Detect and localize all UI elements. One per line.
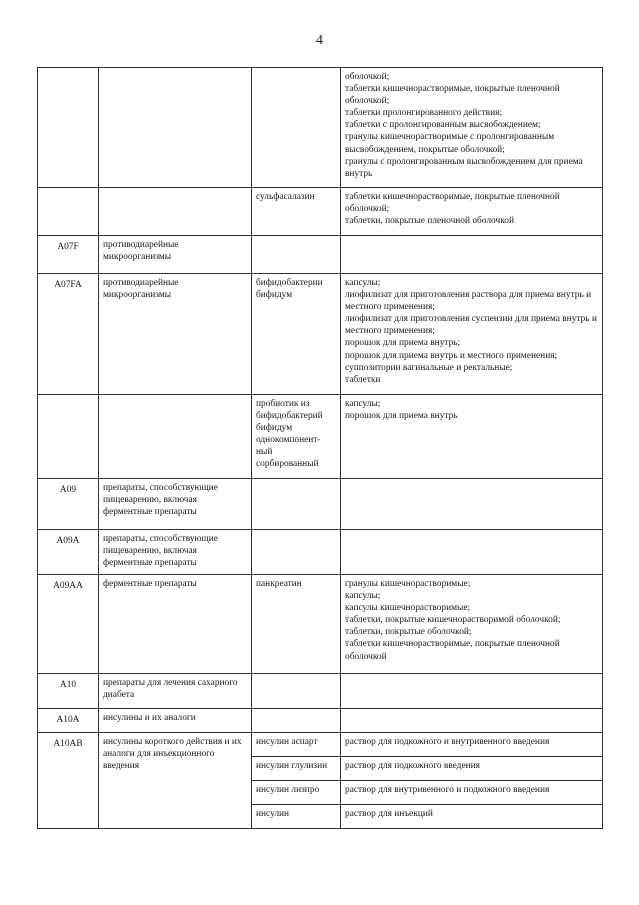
- drug-name: инсулин аспарт: [252, 733, 341, 757]
- page-number: 4: [316, 33, 323, 48]
- atc-code: A09A: [38, 530, 99, 575]
- atc-code: A07FA: [38, 274, 99, 395]
- dosage-forms: таблетки кишечнорастворимые, покрытые пленочной оболочкой; таблетки, покрытые пленочной оболочкой: [341, 188, 603, 236]
- dosage-forms: [341, 236, 603, 274]
- dosage-forms: капсулы; лиофилизат для приготовления раствора для приема внутрь и местного применения; лиофилизат для приготовления суспензии для приема внутрь и местного применения; порошок для приема внутрь; порошок для приема внутрь и местного применения; суппозитории вагинальные и ректальные; таблетки: [341, 274, 603, 395]
- drug-name: [252, 236, 341, 274]
- drug-name: [252, 479, 341, 530]
- drug-name: инсулин глулизин: [252, 757, 341, 781]
- drug-name: [252, 709, 341, 733]
- dosage-forms: капсулы; порошок для приема внутрь: [341, 395, 603, 479]
- group-name: препараты, способствующие пищеварению, включая ферментные препараты: [99, 479, 252, 530]
- atc-code: [38, 395, 99, 479]
- table-row: [38, 68, 603, 188]
- atc-code: A09AA: [38, 575, 99, 674]
- dosage-forms: [341, 709, 603, 733]
- group-name: ферментные препараты: [99, 575, 252, 674]
- drug-name: панкреатин: [252, 575, 341, 674]
- table-row: [38, 575, 603, 674]
- table-row: [38, 274, 603, 395]
- atc-code: A10A: [38, 709, 99, 733]
- table-row: [38, 674, 603, 709]
- dosage-forms: раствор для подкожного введения: [341, 757, 603, 781]
- dosage-forms: оболочкой; таблетки кишечнорастворимые, покрытые пленочной оболочкой; таблетки пролонгированного действия; таблетки с пролонгированным высвобождением; гранулы кишечнорастворимые с пролонгированным высвобождением, покрытые оболочкой; гранулы с пролонгированным высвобождением для приема внутрь: [341, 68, 603, 188]
- table-row: [38, 395, 603, 479]
- drug-name: пробиотик из бифидобактерий бифидум однокомпонент-ный сорбированный: [252, 395, 341, 479]
- drug-name: бифидобактерии бифидум: [252, 274, 341, 395]
- table-row: [38, 733, 603, 757]
- atc-code: A07F: [38, 236, 99, 274]
- group-name: противодиарейные микроорганизмы: [99, 236, 252, 274]
- dosage-forms: [341, 674, 603, 709]
- drug-name: инсулин лизпро: [252, 781, 341, 805]
- group-name: противодиарейные микроорганизмы: [99, 274, 252, 395]
- dosage-forms: [341, 479, 603, 530]
- group-name: инсулины и их аналоги: [99, 709, 252, 733]
- dosage-forms: раствор для подкожного и внутривенного введения: [341, 733, 603, 757]
- table-row: [38, 709, 603, 733]
- table-row: [38, 188, 603, 236]
- group-name: [99, 68, 252, 188]
- dosage-forms: раствор для внутривенного и подкожного введения: [341, 781, 603, 805]
- dosage-forms: гранулы кишечнорастворимые; капсулы; капсулы кишечнорастворимые; таблетки, покрытые кишечнорастворимой оболочкой; таблетки, покрытые оболочкой; таблетки кишечнорастворимые, покрытые пленочной оболочкой: [341, 575, 603, 674]
- atc-code: [38, 68, 99, 188]
- atc-code: A10: [38, 674, 99, 709]
- atc-code: A09: [38, 479, 99, 530]
- dosage-forms: [341, 530, 603, 575]
- group-name: препараты для лечения сахарного диабета: [99, 674, 252, 709]
- dosage-forms: раствор для инъекций: [341, 805, 603, 829]
- group-name: [99, 188, 252, 236]
- drug-table: [37, 67, 603, 829]
- drug-name: [252, 530, 341, 575]
- drug-name: сульфасалазин: [252, 188, 341, 236]
- atc-code: A10AB: [38, 733, 99, 829]
- drug-name: [252, 68, 341, 188]
- group-name: препараты, способствующие пищеварению, включая ферментные препараты: [99, 530, 252, 575]
- drug-name: [252, 674, 341, 709]
- group-name: [99, 395, 252, 479]
- table-row: [38, 479, 603, 530]
- drug-name: инсулин: [252, 805, 341, 829]
- table-row: [38, 236, 603, 274]
- group-name: инсулины короткого действия и их аналоги для инъекционного введения: [99, 733, 252, 829]
- table-row: [38, 530, 603, 575]
- atc-code: [38, 188, 99, 236]
